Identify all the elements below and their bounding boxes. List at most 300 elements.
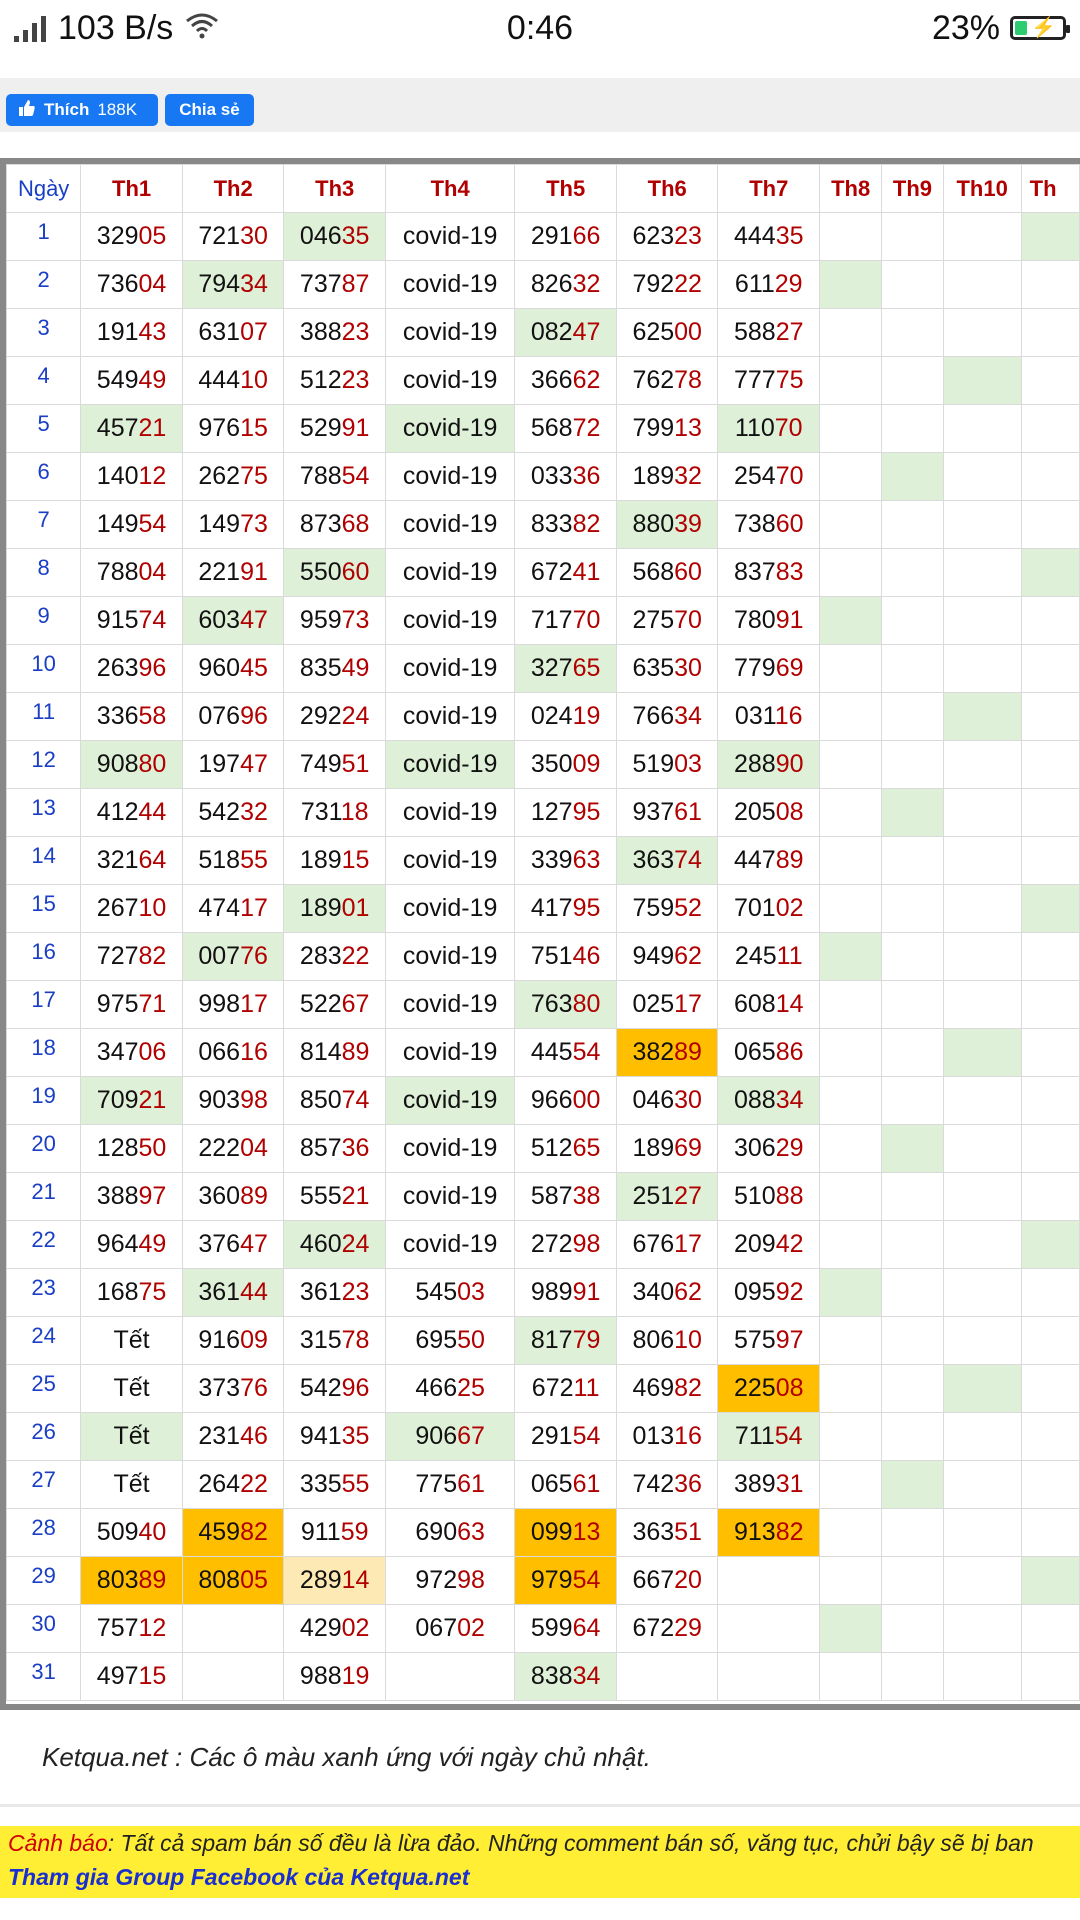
result-cell <box>943 1653 1021 1701</box>
result-cell: 63530 <box>616 645 718 693</box>
result-cell: 96600 <box>515 1077 617 1125</box>
result-cell: 74951 <box>284 741 386 789</box>
result-cell: 67211 <box>515 1365 617 1413</box>
result-cell: 87368 <box>284 501 386 549</box>
result-cell <box>943 837 1021 885</box>
result-cell <box>820 933 882 981</box>
result-cell <box>943 1317 1021 1365</box>
table-row <box>7 645 1080 693</box>
result-cell <box>820 405 882 453</box>
day-number: 13 <box>7 789 81 837</box>
result-cell: 75146 <box>515 933 617 981</box>
result-cell: 58827 <box>718 309 820 357</box>
day-number: 6 <box>7 453 81 501</box>
day-number: 31 <box>7 1653 81 1701</box>
result-cell <box>1021 1557 1079 1605</box>
result-cell <box>943 597 1021 645</box>
day-number: 21 <box>7 1173 81 1221</box>
result-cell: 79222 <box>616 261 718 309</box>
result-cell: 29166 <box>515 213 617 261</box>
column-header-month: Th3 <box>284 165 386 213</box>
result-cell <box>882 1173 943 1221</box>
result-cell <box>882 933 943 981</box>
result-cell <box>820 885 882 933</box>
result-cell: Tết <box>81 1413 183 1461</box>
result-cell <box>882 405 943 453</box>
table-row <box>7 261 1080 309</box>
result-cell <box>718 1557 820 1605</box>
day-number: 5 <box>7 405 81 453</box>
result-cell: 60814 <box>718 981 820 1029</box>
result-cell: 46024 <box>284 1221 386 1269</box>
result-cell <box>820 1317 882 1365</box>
result-cell <box>882 453 943 501</box>
table-body <box>7 213 1080 1701</box>
result-cell <box>820 1221 882 1269</box>
result-cell: 79434 <box>182 261 284 309</box>
result-cell <box>882 1461 943 1509</box>
result-cell: 70102 <box>718 885 820 933</box>
result-cell <box>943 1461 1021 1509</box>
result-cell: 55060 <box>284 549 386 597</box>
column-header-month: Th <box>1021 165 1079 213</box>
day-number: 19 <box>7 1077 81 1125</box>
result-cell: 28914 <box>284 1557 386 1605</box>
result-cell: 06616 <box>182 1029 284 1077</box>
warning-line <box>8 1830 1034 1857</box>
result-cell: 62500 <box>616 309 718 357</box>
result-cell: 59964 <box>515 1605 617 1653</box>
result-cell <box>820 501 882 549</box>
day-number: 7 <box>7 501 81 549</box>
result-cell: 18969 <box>616 1125 718 1173</box>
result-cell <box>943 549 1021 597</box>
result-cell <box>1021 1605 1079 1653</box>
result-cell: 80805 <box>182 1557 284 1605</box>
table-row <box>7 597 1080 645</box>
result-cell: 91159 <box>284 1509 386 1557</box>
day-number: 28 <box>7 1509 81 1557</box>
result-cell <box>943 741 1021 789</box>
result-cell <box>943 213 1021 261</box>
result-cell <box>718 1605 820 1653</box>
result-cell: 29154 <box>515 1413 617 1461</box>
result-cell <box>943 1605 1021 1653</box>
result-cell: 44554 <box>515 1029 617 1077</box>
result-cell: 51088 <box>718 1173 820 1221</box>
result-cell: 44410 <box>182 357 284 405</box>
result-cell <box>1021 597 1079 645</box>
result-cell: 06561 <box>515 1461 617 1509</box>
result-cell: covid-19 <box>385 261 514 309</box>
result-cell <box>820 261 882 309</box>
column-header-month: Th9 <box>882 165 943 213</box>
battery-charging-icon: ⚡ <box>1010 16 1066 40</box>
result-cell: 08247 <box>515 309 617 357</box>
result-cell <box>820 1605 882 1653</box>
result-cell <box>943 405 1021 453</box>
result-cell: 34706 <box>81 1029 183 1077</box>
result-cell <box>882 741 943 789</box>
table-row <box>7 1557 1080 1605</box>
day-number: 27 <box>7 1461 81 1509</box>
legend-note: Ketqua.net : Các ô màu xanh ứng với ngày chủ nhật. <box>42 1742 651 1772</box>
result-cell: 27298 <box>515 1221 617 1269</box>
table-row <box>7 1269 1080 1317</box>
column-header-month: Th1 <box>81 165 183 213</box>
result-cell <box>1021 693 1079 741</box>
like-label: Thích <box>44 100 90 119</box>
result-cell: 37647 <box>182 1221 284 1269</box>
result-cell <box>1021 1653 1079 1701</box>
result-cell: 91609 <box>182 1317 284 1365</box>
result-cell: 91574 <box>81 597 183 645</box>
result-cell <box>943 885 1021 933</box>
result-cell: 94135 <box>284 1413 386 1461</box>
result-cell: 19747 <box>182 741 284 789</box>
day-number: 23 <box>7 1269 81 1317</box>
result-cell: 71154 <box>718 1413 820 1461</box>
result-cell: 30629 <box>718 1125 820 1173</box>
result-cell <box>1021 789 1079 837</box>
result-cell <box>1021 645 1079 693</box>
result-cell: 41244 <box>81 789 183 837</box>
result-cell <box>1021 1365 1079 1413</box>
result-cell: 83382 <box>515 501 617 549</box>
result-cell: 12795 <box>515 789 617 837</box>
result-cell <box>882 1605 943 1653</box>
table-row <box>7 981 1080 1029</box>
result-cell <box>882 981 943 1029</box>
column-header-month: Th6 <box>616 165 718 213</box>
result-cell: 73118 <box>284 789 386 837</box>
result-cell: 18901 <box>284 885 386 933</box>
result-cell: 36089 <box>182 1173 284 1221</box>
result-cell: 36123 <box>284 1269 386 1317</box>
result-cell: 82632 <box>515 261 617 309</box>
result-cell <box>385 1653 514 1701</box>
result-cell: 97954 <box>515 1557 617 1605</box>
result-cell: 46625 <box>385 1365 514 1413</box>
column-header-month: Th2 <box>182 165 284 213</box>
result-cell: 77775 <box>718 357 820 405</box>
day-number: 3 <box>7 309 81 357</box>
result-cell: 52267 <box>284 981 386 1029</box>
clock: 0:46 <box>506 9 574 47</box>
result-cell: 19143 <box>81 309 183 357</box>
result-cell: 56872 <box>515 405 617 453</box>
result-cell: 76380 <box>515 981 617 1029</box>
result-cell: 24511 <box>718 933 820 981</box>
result-cell: 83549 <box>284 645 386 693</box>
day-number: 29 <box>7 1557 81 1605</box>
result-cell <box>820 1077 882 1125</box>
result-cell: 98991 <box>515 1269 617 1317</box>
result-cell: covid-19 <box>385 405 514 453</box>
result-cell: 00776 <box>182 933 284 981</box>
result-cell <box>1021 501 1079 549</box>
result-cell: 54232 <box>182 789 284 837</box>
result-cell <box>820 1509 882 1557</box>
facebook-share-button[interactable]: Chia sẻ <box>165 94 254 126</box>
result-cell: 70921 <box>81 1077 183 1125</box>
result-cell: covid-19 <box>385 645 514 693</box>
result-cell <box>1021 1077 1079 1125</box>
result-cell: 02517 <box>616 981 718 1029</box>
result-cell: covid-19 <box>385 837 514 885</box>
result-cell: 97298 <box>385 1557 514 1605</box>
result-cell: 97571 <box>81 981 183 1029</box>
result-cell: 12850 <box>81 1125 183 1173</box>
results-table-container[interactable] <box>0 158 1080 1710</box>
result-cell <box>820 741 882 789</box>
result-cell <box>1021 549 1079 597</box>
table-row <box>7 837 1080 885</box>
result-cell: 06702 <box>385 1605 514 1653</box>
result-cell: covid-19 <box>385 213 514 261</box>
result-cell: 26710 <box>81 885 183 933</box>
result-cell: 76278 <box>616 357 718 405</box>
day-number: 22 <box>7 1221 81 1269</box>
result-cell <box>1021 1461 1079 1509</box>
result-cell: 14954 <box>81 501 183 549</box>
result-cell <box>882 501 943 549</box>
result-cell: 50940 <box>81 1509 183 1557</box>
result-cell: 44435 <box>718 213 820 261</box>
table-row <box>7 933 1080 981</box>
result-cell: 25127 <box>616 1173 718 1221</box>
result-cell <box>820 357 882 405</box>
like-count: 188K <box>97 100 138 119</box>
result-cell: 09592 <box>718 1269 820 1317</box>
result-cell: covid-19 <box>385 501 514 549</box>
result-cell <box>943 1029 1021 1077</box>
result-cell: 51265 <box>515 1125 617 1173</box>
result-cell: 72130 <box>182 213 284 261</box>
day-number: 30 <box>7 1605 81 1653</box>
result-cell: 77969 <box>718 645 820 693</box>
day-number: 17 <box>7 981 81 1029</box>
result-cell: 36144 <box>182 1269 284 1317</box>
result-cell: 91382 <box>718 1509 820 1557</box>
result-cell <box>820 549 882 597</box>
result-cell <box>1021 1173 1079 1221</box>
result-cell: 06586 <box>718 1029 820 1077</box>
result-cell: 42902 <box>284 1605 386 1653</box>
result-cell <box>882 1413 943 1461</box>
result-cell: covid-19 <box>385 885 514 933</box>
result-cell: 51855 <box>182 837 284 885</box>
result-cell: 41795 <box>515 885 617 933</box>
result-cell <box>943 309 1021 357</box>
result-cell: 83834 <box>515 1653 617 1701</box>
result-cell <box>882 885 943 933</box>
result-cell: 54296 <box>284 1365 386 1413</box>
result-cell: 66720 <box>616 1557 718 1605</box>
result-cell <box>1021 1509 1079 1557</box>
table-row <box>7 1605 1080 1653</box>
result-cell <box>1021 357 1079 405</box>
result-cell: 67229 <box>616 1605 718 1653</box>
result-cell <box>882 1269 943 1317</box>
result-cell <box>820 1653 882 1701</box>
result-cell: 01316 <box>616 1413 718 1461</box>
header-row <box>7 165 1080 213</box>
result-cell <box>943 1173 1021 1221</box>
result-cell <box>1021 1413 1079 1461</box>
facebook-group-link[interactable]: Tham gia Group Facebook của Ketqua.net <box>8 1864 470 1890</box>
result-cell: covid-19 <box>385 1173 514 1221</box>
result-cell <box>882 261 943 309</box>
result-cell: 85074 <box>284 1077 386 1125</box>
result-cell: 07696 <box>182 693 284 741</box>
result-cell <box>882 693 943 741</box>
result-cell: covid-19 <box>385 309 514 357</box>
result-cell <box>820 837 882 885</box>
result-cell: 33658 <box>81 693 183 741</box>
result-cell <box>820 1365 882 1413</box>
result-cell: 44789 <box>718 837 820 885</box>
result-cell: covid-19 <box>385 693 514 741</box>
result-cell <box>882 357 943 405</box>
result-cell: 98819 <box>284 1653 386 1701</box>
result-cell <box>820 1029 882 1077</box>
result-cell: 34062 <box>616 1269 718 1317</box>
table-row <box>7 885 1080 933</box>
network-speed: 103 B/s <box>58 8 174 47</box>
result-cell: 94962 <box>616 933 718 981</box>
result-cell: covid-19 <box>385 789 514 837</box>
result-cell: 97615 <box>182 405 284 453</box>
result-cell: 23146 <box>182 1413 284 1461</box>
column-header-month: Th5 <box>515 165 617 213</box>
result-cell: 78091 <box>718 597 820 645</box>
result-cell <box>1021 213 1079 261</box>
result-cell: 03336 <box>515 453 617 501</box>
day-number: 9 <box>7 597 81 645</box>
result-cell: covid-19 <box>385 357 514 405</box>
day-number: 25 <box>7 1365 81 1413</box>
result-cell <box>882 789 943 837</box>
result-cell: 54949 <box>81 357 183 405</box>
result-cell: covid-19 <box>385 933 514 981</box>
table-row <box>7 1317 1080 1365</box>
day-number: 15 <box>7 885 81 933</box>
result-cell <box>943 453 1021 501</box>
result-cell: 54503 <box>385 1269 514 1317</box>
result-cell: 52991 <box>284 405 386 453</box>
result-cell <box>820 789 882 837</box>
result-cell <box>943 501 1021 549</box>
table-row <box>7 1653 1080 1701</box>
result-cell <box>882 1077 943 1125</box>
result-cell: 80389 <box>81 1557 183 1605</box>
result-cell: 36351 <box>616 1509 718 1557</box>
day-number: 11 <box>7 693 81 741</box>
result-cell: Tết <box>81 1461 183 1509</box>
result-cell <box>943 357 1021 405</box>
result-cell <box>1021 933 1079 981</box>
result-cell: 58738 <box>515 1173 617 1221</box>
status-bar <box>0 0 1080 78</box>
result-cell: covid-19 <box>385 1077 514 1125</box>
result-cell <box>882 1365 943 1413</box>
result-cell: 51223 <box>284 357 386 405</box>
result-cell <box>943 981 1021 1029</box>
result-cell: 22204 <box>182 1125 284 1173</box>
result-cell <box>820 597 882 645</box>
result-cell <box>820 1557 882 1605</box>
result-cell: 11070 <box>718 405 820 453</box>
day-number: 24 <box>7 1317 81 1365</box>
table-row <box>7 1221 1080 1269</box>
result-cell: 60347 <box>182 597 284 645</box>
column-header-month: Th7 <box>718 165 820 213</box>
result-cell: covid-19 <box>385 597 514 645</box>
result-cell: 18932 <box>616 453 718 501</box>
result-cell <box>943 1413 1021 1461</box>
result-cell: 75952 <box>616 885 718 933</box>
result-cell: 79913 <box>616 405 718 453</box>
result-cell: 81489 <box>284 1029 386 1077</box>
result-cell <box>182 1605 284 1653</box>
day-number: 20 <box>7 1125 81 1173</box>
facebook-like-button[interactable] <box>6 94 158 126</box>
table-row <box>7 501 1080 549</box>
result-cell: covid-19 <box>385 981 514 1029</box>
result-cell <box>1021 1125 1079 1173</box>
result-cell: 22191 <box>182 549 284 597</box>
result-cell: covid-19 <box>385 549 514 597</box>
result-cell: 02419 <box>515 693 617 741</box>
table-row <box>7 309 1080 357</box>
result-cell: 38931 <box>718 1461 820 1509</box>
table-row <box>7 213 1080 261</box>
day-number: 16 <box>7 933 81 981</box>
result-cell: Tết <box>81 1317 183 1365</box>
table-row <box>7 1173 1080 1221</box>
table-row <box>7 405 1080 453</box>
day-number: 26 <box>7 1413 81 1461</box>
status-right <box>932 6 1066 50</box>
result-cell: 72782 <box>81 933 183 981</box>
result-cell <box>882 1653 943 1701</box>
result-cell: covid-19 <box>385 1221 514 1269</box>
result-cell <box>182 1653 284 1701</box>
result-cell: 08834 <box>718 1077 820 1125</box>
result-cell: 76634 <box>616 693 718 741</box>
result-cell <box>882 309 943 357</box>
table-row <box>7 1125 1080 1173</box>
result-cell: covid-19 <box>385 453 514 501</box>
result-cell: 03116 <box>718 693 820 741</box>
result-cell: 78854 <box>284 453 386 501</box>
result-cell: 20508 <box>718 789 820 837</box>
result-cell: 95973 <box>284 597 386 645</box>
result-cell <box>820 1461 882 1509</box>
column-header-month: Th10 <box>943 165 1021 213</box>
result-cell <box>1021 981 1079 1029</box>
result-cell: 33963 <box>515 837 617 885</box>
result-cell: covid-19 <box>385 1029 514 1077</box>
result-cell: 22508 <box>718 1365 820 1413</box>
results-table <box>6 164 1080 1701</box>
result-cell <box>1021 1269 1079 1317</box>
result-cell: 26275 <box>182 453 284 501</box>
table-row <box>7 453 1080 501</box>
result-cell <box>882 1317 943 1365</box>
day-number: 8 <box>7 549 81 597</box>
